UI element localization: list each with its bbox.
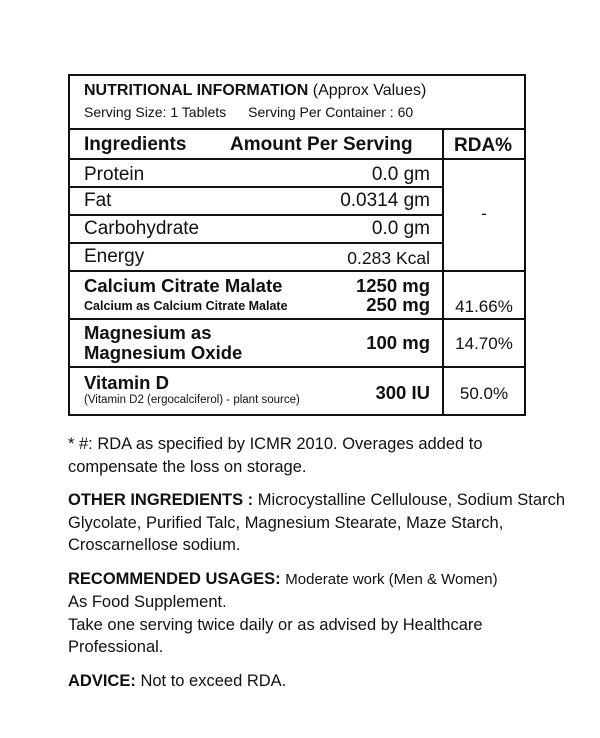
magnesium-name-line2: Magnesium Oxide [84,342,243,363]
row-name-fat: Fat [84,190,112,211]
calcium-amount: 1250 mg [355,275,430,296]
rda-note: * #: RDA as specified by ICMR 2010. Overages added to compensate the loss on storage. [68,435,483,476]
usage-label: RECOMMENDED USAGES: [68,569,281,588]
row-name-energy: Energy [84,246,145,267]
advice-text: Not to exceed RDA. [140,671,287,690]
vitamin-d-amount: 300 IU [375,382,430,403]
vitamin-d-name: Vitamin D [84,372,169,393]
usage-line3: Take one serving twice daily or as advised by Healthcare Professional. [68,615,483,656]
column-divider [442,128,444,414]
magnesium-amount: 100 mg [366,332,430,353]
row-amount-fat: 0.0314 gm [340,190,430,211]
other-ingredients-label: OTHER INGREDIENTS : [68,491,254,509]
divider [70,186,442,188]
column-header-amount: Amount Per Serving [230,134,413,155]
header-title: NUTRITIONAL INFORMATION [84,82,309,99]
column-header-rda: RDA% [454,135,513,156]
divider [70,158,524,160]
header-subtitle: (Approx Values) [312,82,427,99]
calcium-name: Calcium Citrate Malate [84,275,283,296]
serving-size: Serving Size: 1 Tablets [84,104,227,120]
other-ingredients-text: Microcystalline Cellulouse, Sodium Starch Glycolate, Purified Talc, Magnesium Stearate, Maze Starch, Croscarnellose sodium. [68,491,565,554]
recommended-usages [68,568,568,592]
serving-info [84,104,413,120]
rda-calcium: 41.66% [455,297,513,316]
header-title-line [84,82,426,100]
divider [70,242,442,244]
divider [70,270,524,272]
advice-label: ADVICE: [68,671,136,690]
column-header-ingredients: Ingredients [84,134,187,155]
vitamin-d-sub-name: (Vitamin D2 (ergocalciferol) - plant source) [84,394,300,406]
nutrition-panel [68,74,526,416]
row-name-protein: Protein [84,164,145,185]
row-amount-energy: 0.283 Kcal [347,248,430,268]
rda-vitamin-d: 50.0% [459,384,509,403]
other-ingredients [68,489,568,557]
usage-small: Moderate work (Men & Women) [285,570,498,588]
rda-magnesium: 14.70% [455,334,513,353]
calcium-sub-name: Calcium as Calcium Citrate Malate [84,299,288,313]
row-amount-carbohydrate: 0.0 gm [371,218,430,239]
calcium-sub-amount: 250 mg [366,294,430,315]
servings-per-container: Serving Per Container : 60 [248,104,414,120]
row-amount-protein: 0.0 gm [371,164,430,185]
divider [70,366,524,368]
divider [70,214,442,216]
divider [70,318,524,320]
row-name-carbohydrate: Carbohydrate [84,218,200,239]
panel-header [70,76,524,130]
label-notes [68,433,568,692]
magnesium-name-line1: Magnesium as [84,322,212,343]
usage-line2: As Food Supplement. [68,593,227,611]
advice [68,670,568,693]
rda-macros: - [481,204,487,223]
